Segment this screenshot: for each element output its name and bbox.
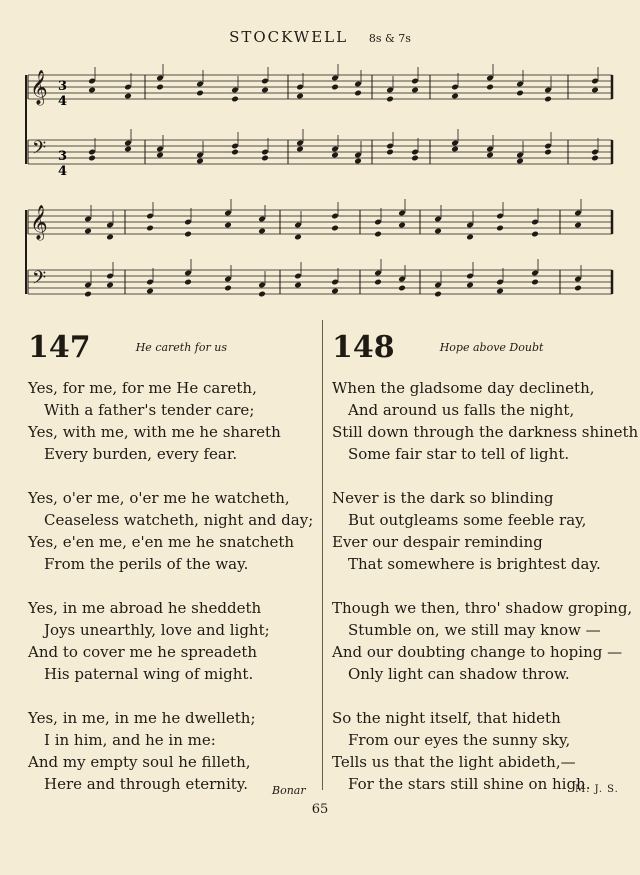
verse-line: Ceaseless watcheth, night and day; xyxy=(44,511,314,529)
note-head xyxy=(531,231,539,238)
note-head xyxy=(106,282,114,289)
note-head xyxy=(544,149,552,156)
verse-line: Yes, o'er me, o'er me he watcheth, xyxy=(28,489,290,507)
note-head xyxy=(88,87,96,94)
note-head xyxy=(398,222,406,229)
verse-line: And our doubting change to hoping — xyxy=(332,643,623,661)
verse-line: Yes, e'en me, e'en me he snatcheth xyxy=(28,533,295,551)
stanza xyxy=(28,597,318,685)
note-head xyxy=(516,90,524,97)
verse-line: Here and through eternity. xyxy=(44,775,249,793)
tune-meter: 8s & 7s xyxy=(368,32,411,45)
note-head xyxy=(544,96,552,103)
bass-clef-icon: 𝄢 xyxy=(32,138,47,163)
note-head xyxy=(354,90,362,97)
note-head xyxy=(591,155,599,162)
treble-clef-icon: 𝄞 xyxy=(30,205,48,240)
note-head xyxy=(386,149,394,156)
note-head xyxy=(496,288,504,295)
stanza xyxy=(332,707,632,795)
hymn-148 xyxy=(332,330,639,795)
hymn-number: 148 xyxy=(332,330,395,365)
note-head xyxy=(331,152,339,159)
note-head xyxy=(451,146,459,153)
time-signature-top: 3 xyxy=(58,79,68,94)
note-head xyxy=(331,84,339,91)
note-head xyxy=(451,93,459,100)
verse-line: From our eyes the sunny sky, xyxy=(348,731,571,749)
note-head xyxy=(261,87,269,94)
note-head xyxy=(124,93,132,100)
note-head xyxy=(124,146,132,153)
note-head xyxy=(106,234,114,241)
note-head xyxy=(331,288,339,295)
verse-line: And to cover me he spreadeth xyxy=(28,643,258,661)
column-divider xyxy=(322,320,323,790)
note-head xyxy=(434,228,442,235)
verse-line: Every burden, every fear. xyxy=(44,445,238,463)
note-head xyxy=(294,282,302,289)
hymn-subtitle: He careth for us xyxy=(135,341,227,354)
page-number: 65 xyxy=(311,802,329,817)
note-head xyxy=(88,155,96,162)
verse-line: Though we then, thro' shadow groping, xyxy=(332,599,633,617)
note-head xyxy=(466,282,474,289)
stanza xyxy=(332,597,632,685)
note-head xyxy=(294,234,302,241)
time-signature-top-bass: 3 xyxy=(58,149,68,164)
tune-name: STOCKWELL xyxy=(229,28,349,46)
note-head xyxy=(386,96,394,103)
verse-line: When the gladsome day declineth, xyxy=(332,379,595,397)
verse-line: Still down through the darkness shineth xyxy=(332,423,639,441)
time-signature-bottom: 4 xyxy=(58,94,68,109)
note-head xyxy=(146,225,154,232)
verse-line: Stumble on, we still may know — xyxy=(348,621,601,639)
note-head xyxy=(296,93,304,100)
verse-line: Yes, in me abroad he sheddeth xyxy=(28,599,262,617)
note-head xyxy=(258,228,266,235)
verse-line: Yes, in me, in me he dwelleth; xyxy=(28,709,256,727)
note-head xyxy=(156,152,164,159)
note-head xyxy=(224,222,232,229)
note-head xyxy=(146,288,154,295)
verse-line: Only light can shadow throw. xyxy=(348,665,570,683)
note-head xyxy=(374,231,382,238)
bass-clef-icon: 𝄢 xyxy=(32,268,47,293)
note-head xyxy=(196,158,204,165)
tune-header xyxy=(0,28,640,46)
author-attribution-148: M. J. S. xyxy=(575,784,619,795)
stanza xyxy=(332,377,639,465)
note-head xyxy=(411,87,419,94)
verse-line: I in him, and he in me: xyxy=(44,731,216,749)
verse-line: So the night itself, that hideth xyxy=(332,709,561,727)
verse-line: But outgleams some feeble ray, xyxy=(348,511,587,529)
note-head xyxy=(84,228,92,235)
author-attribution-147: Bonar xyxy=(272,784,306,797)
note-head xyxy=(531,279,539,286)
staff-lines xyxy=(26,75,612,294)
note-head xyxy=(258,291,266,298)
note-head xyxy=(231,96,239,103)
note-head xyxy=(184,279,192,286)
note-head xyxy=(331,225,339,232)
note-head xyxy=(591,87,599,94)
verse-line: Some fair star to tell of light. xyxy=(348,445,570,463)
note-head xyxy=(466,234,474,241)
note-head xyxy=(84,291,92,298)
note-head xyxy=(354,158,362,165)
note-head xyxy=(296,146,304,153)
note-head xyxy=(574,285,582,292)
music-score xyxy=(0,60,640,310)
hymn-147 xyxy=(28,330,318,795)
verse-line: And my empty soul he filleth, xyxy=(28,753,251,771)
note-head xyxy=(574,222,582,229)
stanza xyxy=(28,487,318,575)
note-head xyxy=(411,155,419,162)
stanza xyxy=(332,487,632,575)
verse-line: Tells us that the light abideth,— xyxy=(332,753,576,771)
verse-line: Never is the dark so blinding xyxy=(332,489,554,507)
verse-line: That somewhere is brightest day. xyxy=(348,555,601,573)
note-head xyxy=(224,285,232,292)
verse-line: His paternal wing of might. xyxy=(44,665,254,683)
verse-line: From the perils of the way. xyxy=(44,555,249,573)
hymn-subtitle: Hope above Doubt xyxy=(439,341,544,354)
note-head xyxy=(374,279,382,286)
note-head xyxy=(231,149,239,156)
note-head xyxy=(196,90,204,97)
verse-line: Ever our despair reminding xyxy=(332,533,543,551)
treble-clef-icon: 𝄞 xyxy=(30,70,48,105)
note-head xyxy=(496,225,504,232)
note-head xyxy=(516,158,524,165)
verse-line: Joys unearthly, love and light; xyxy=(44,621,270,639)
note-head xyxy=(398,285,406,292)
hymn-number: 147 xyxy=(28,330,91,365)
time-signature-bottom-bass: 4 xyxy=(58,164,68,179)
verse-line: For the stars still shine on high. xyxy=(348,775,591,793)
verse-line: And around us falls the night, xyxy=(348,401,575,419)
verse-line: Yes, with me, with me he shareth xyxy=(28,423,281,441)
verse-line: With a father's tender care; xyxy=(44,401,255,419)
note-head xyxy=(486,84,494,91)
note-head xyxy=(156,84,164,91)
stanza xyxy=(28,377,318,465)
note-head xyxy=(261,155,269,162)
note-head xyxy=(434,291,442,298)
note-head xyxy=(486,152,494,159)
verse-line: Yes, for me, for me He careth, xyxy=(28,379,257,397)
stanza xyxy=(28,707,318,795)
note-head xyxy=(184,231,192,238)
